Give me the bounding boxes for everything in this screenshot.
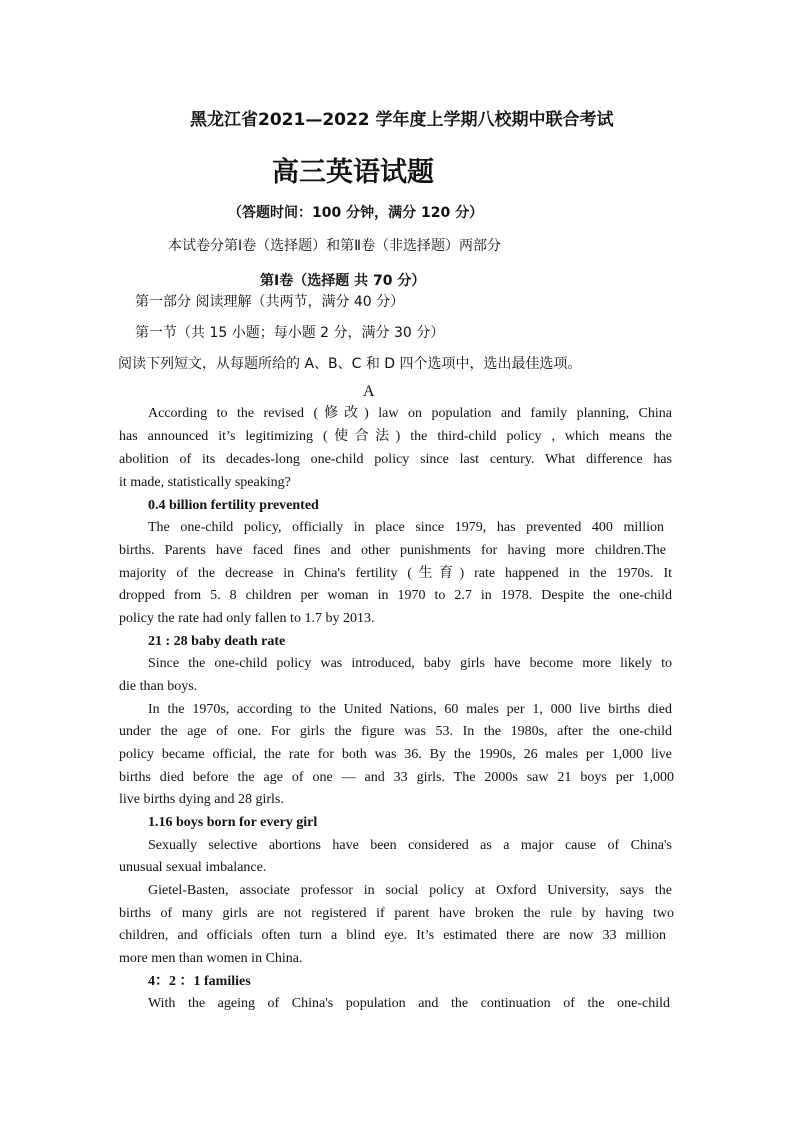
exam-description: 本试卷分第Ⅰ卷（选择题）和第Ⅱ卷（非选择题）两部分 bbox=[168, 238, 502, 254]
passage-line: children, and officials often turn a blind eye. It’s estimated there are now 33 million bbox=[119, 928, 666, 943]
exam-title: 高三英语试题 bbox=[272, 157, 434, 188]
passage-line: dropped from 5. 8 children per woman in 1970 to 2.7 in 1978. Despite the one-child bbox=[119, 588, 672, 603]
passage-subheading: 21 : 28 baby death rate bbox=[148, 634, 286, 649]
passage-line: has announced it’s legitimizing (使合法) the third-child policy , which means the bbox=[119, 429, 672, 444]
passage-label: A bbox=[363, 383, 375, 400]
passage-line: births. Parents have faced fines and other punishments for having more children.The bbox=[119, 543, 666, 558]
section-heading: 第一节（共 15 小题；每小题 2 分，满分 30 分） bbox=[135, 325, 445, 341]
passage-line: live births dying and 28 girls. bbox=[119, 792, 284, 807]
passage-line: under the age of one. For girls the figure was 53. In the 1980s, after the one-child bbox=[119, 724, 672, 739]
passage-line: policy became official, the rate for both was 36. By the 1990s, 26 males per 1,000 live bbox=[119, 747, 672, 762]
school-exam-line: 黑龙江省2021—2022 学年度上学期八校期中联合考试 bbox=[190, 110, 614, 130]
passage-line: abolition of its decades-long one-child policy since last century. What difference has bbox=[119, 452, 672, 467]
passage-line: Since the one-child policy was introduced, baby girls have become more likely to bbox=[148, 656, 672, 671]
instructions: 阅读下列短文，从每题所给的 A、B、C 和 D 四个选项中，选出最佳选项。 bbox=[118, 356, 582, 372]
passage-line: die than boys. bbox=[119, 679, 198, 694]
passage-line: With the ageing of China's population and the continuation of the one-child bbox=[148, 996, 670, 1011]
passage-line: unusual sexual imbalance. bbox=[119, 860, 267, 875]
passage-line: In the 1970s, according to the United Nations, 60 males per 1, 000 live births died bbox=[148, 702, 672, 717]
passage-line: Sexually selective abortions have been considered as a major cause of China's bbox=[148, 838, 672, 853]
passage-subheading: 4：2 ：1 families bbox=[148, 974, 251, 989]
passage-subheading: 0.4 billion fertility prevented bbox=[148, 498, 319, 513]
passage-line: Gietel-Basten, associate professor in social policy at Oxford University, says the bbox=[148, 883, 672, 898]
passage-line: According to the revised (修改) law on population and family planning, China bbox=[148, 406, 672, 421]
passage-line: The one-child policy, officially in place since 1979, has prevented 400 million bbox=[148, 520, 664, 535]
passage-line: births died before the age of one — and 33 girls. The 2000s saw 21 boys per 1,000 bbox=[119, 770, 674, 785]
volume-heading: 第Ⅰ卷（选择题 共 70 分） bbox=[260, 273, 426, 289]
part-heading: 第一部分 阅读理解（共两节，满分 40 分） bbox=[135, 294, 405, 310]
passage-line: it made, statistically speaking? bbox=[119, 475, 291, 490]
passage-line: majority of the decrease in China's fertility (生育) rate happened in the 1970s. It bbox=[119, 566, 672, 581]
passage-line: births of many girls are not registered if parent have broken the rule by having two bbox=[119, 906, 674, 921]
passage-line: policy the rate had only fallen to 1.7 by 2013. bbox=[119, 611, 375, 626]
passage-subheading: 1.16 boys born for every girl bbox=[148, 815, 318, 830]
exam-timing: （答题时间：100 分钟，满分 120 分） bbox=[228, 205, 484, 221]
passage-line: more men than women in China. bbox=[119, 951, 303, 966]
